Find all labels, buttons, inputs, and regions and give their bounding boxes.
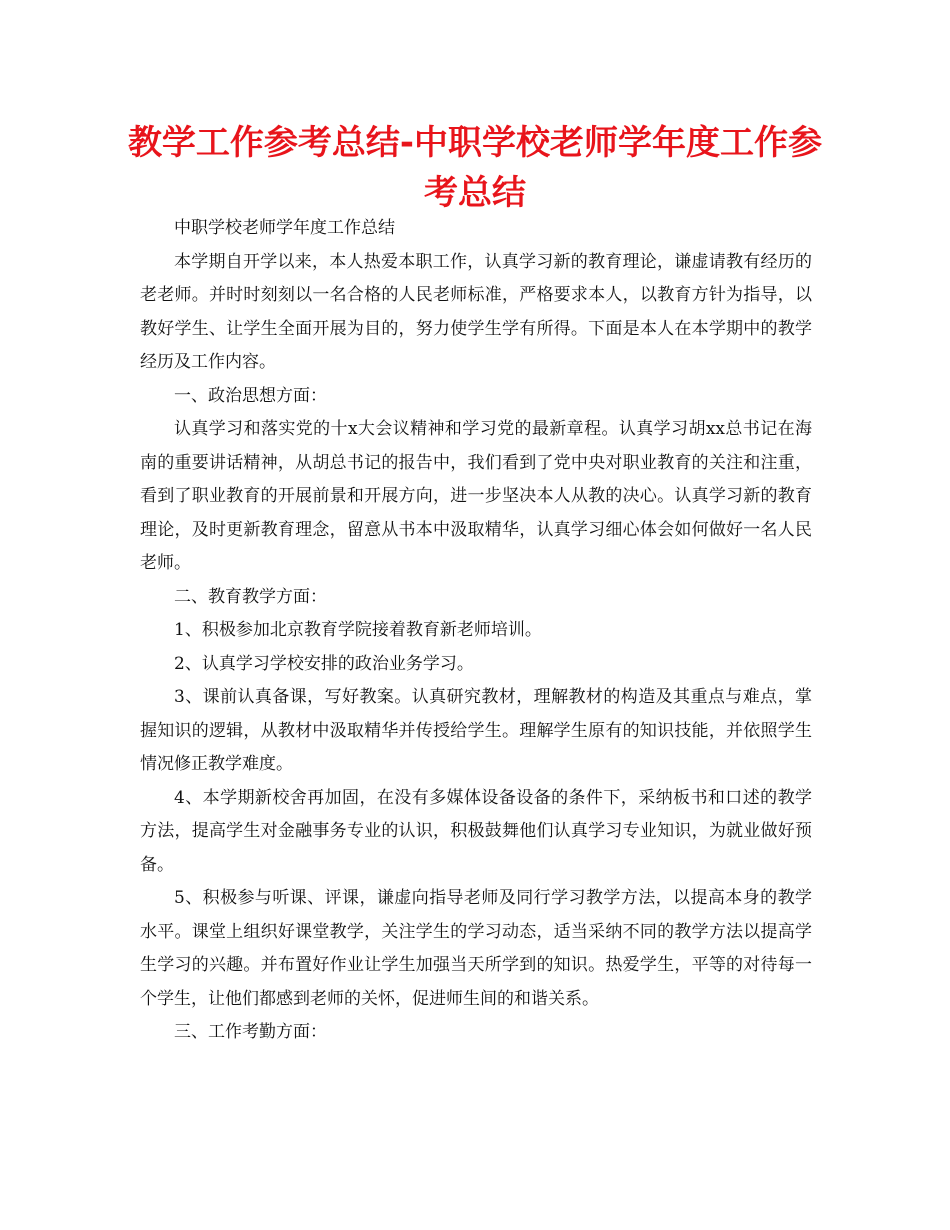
list-item-1: 1、积极参加北京教育学院接着教育新老师培训。 xyxy=(174,620,542,640)
section-heading-politics: 一、政治思想方面： xyxy=(174,385,327,406)
list-item-3: 3、课前认真备课，写好教案。认真研究教材，理解教材的构造及其重点与难点，掌握知识的逻辑，从教材中汲取精华并传授给学生。理解学生原有的知识技能，并依照学生情况修正教学难度。 xyxy=(140,687,812,774)
list-item-2: 2、认真学习学校安排的政治业务学习。 xyxy=(174,653,474,674)
document-body xyxy=(140,212,812,1050)
section-heading-teaching: 二、教育教学方面： xyxy=(174,586,327,607)
paragraph-subtitle: 中职学校老师学年度工作总结 xyxy=(174,218,395,238)
list-item-4: 4、本学期新校舍再加固，在没有多媒体设备设备的条件下，采纳板书和口述的教学方法，提高学生对金融事务专业的认识，积极鼓舞他们认真学习专业知识，为就业做好预备。 xyxy=(140,787,812,875)
section-heading-attendance: 三、工作考勤方面： xyxy=(174,1022,327,1042)
paragraph-intro: 本学期自开学以来，本人热爱本职工作，认真学习新的教育理论，谦虚请教有经历的老老师。并时时刻刻以一名合格的人民老师标准，严格要求本人，以教育方针为指导，以教好学生、让学生全面开展为目的，努力使学生学有所得。下面是本人在本学期中的教学经历及工作内容。 xyxy=(140,251,812,372)
document-title: 教学工作参考总结-中职学校老师学年度工作参考总结 xyxy=(127,123,823,213)
list-item-5: 5、积极参与听课、评课，谦虚向指导老师及同行学习教学方法，以提高本身的教学水平。课堂上组织好课堂教学，关注学生的学习动态，适当采纳不同的教学方法以提高学生学习的兴趣。并布置好作业让学生加强当天所学到的知识。热爱学生，平等的对待每一个学生，让他们都感到老师的关怀，促进师生间的和谐关系。 xyxy=(140,888,812,1009)
paragraph-politics: 认真学习和落实党的十x大会议精神和学习党的最新章程。认真学习胡xx总书记在海南的重要讲话精神，从胡总书记的报告中，我们看到了党中央对职业教育的关注和注重，看到了职业教育的开展前景和开展方向，进一步坚决本人从教的决心。认真学习新的教育理论，及时更新教育理念，留意从书本中汲取精华，认真学习细心体会如何做好一名人民老师。 xyxy=(140,419,812,573)
